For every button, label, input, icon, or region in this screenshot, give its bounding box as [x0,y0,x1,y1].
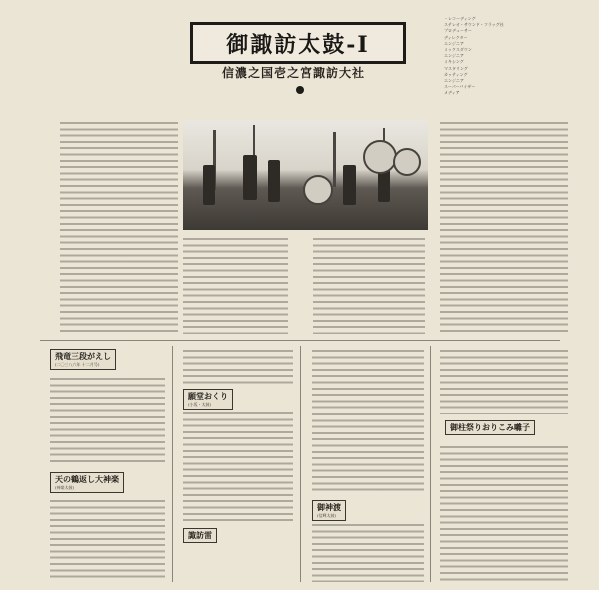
title-box [190,22,406,64]
credit-line: スーパーバイザー [444,84,476,90]
piece-title: 天の鶴返し大神楽 [55,474,119,484]
credit-line: プロデューサー [444,28,472,34]
prose-block [440,446,568,582]
piece-note: (信輝太鼓) [317,513,337,518]
piece-title: 飛竜三段がえし [55,351,111,361]
prose-block [440,350,568,414]
credit-line: メディア [444,90,460,96]
credit-line: ステレオ・サウンド・フラッグ社 [444,22,504,28]
piece-heading [312,500,346,521]
prose-block [440,122,568,332]
credit-line: ミキシング [444,59,464,65]
credit-line: ディレクター [444,34,468,40]
column-divider [172,346,173,582]
credit-line: ミックスダウン [444,47,472,53]
credit-line: マスタリング [444,65,468,71]
prose-block [183,350,293,384]
credit-line: ・レコーディング [444,16,476,21]
title-dot-ornament [296,86,304,94]
piece-title: 願堂おくり [188,391,228,401]
section-divider [40,340,560,341]
credit-line: エンジニア [444,78,464,84]
prose-block [183,238,288,334]
prose-block [313,238,425,334]
column-divider [430,346,431,582]
piece-title: 御柱祭りおりこみ囃子 [450,422,530,432]
prose-block [60,122,178,332]
piece-heading [183,389,233,410]
credit-line: エンジニア [444,40,464,46]
credits-block [444,16,594,97]
drummers-photo [183,120,428,230]
piece-note: (二〇三八六年 十二月号) [55,362,100,367]
credit-line: エンジニア [444,53,464,59]
piece-title: 御神渡 [317,502,341,512]
credit-line: カッティング [444,71,468,77]
album-title: 御諏訪太鼓-Ⅰ [226,31,370,58]
column-divider [300,346,301,582]
prose-block [312,524,424,582]
piece-heading [50,349,116,370]
prose-block [50,500,165,582]
piece-note: (小坂・太鼓) [188,402,212,407]
piece-title: 諏訪雷 [188,530,212,540]
prose-block [50,378,165,466]
piece-heading [183,528,217,543]
piece-heading [50,472,124,493]
prose-block [312,350,424,494]
piece-heading [445,420,535,435]
album-subtitle: 信濃之国壱之宮諏訪大社 [222,66,366,80]
piece-note: (神楽太鼓) [55,485,75,490]
prose-block [183,412,293,522]
